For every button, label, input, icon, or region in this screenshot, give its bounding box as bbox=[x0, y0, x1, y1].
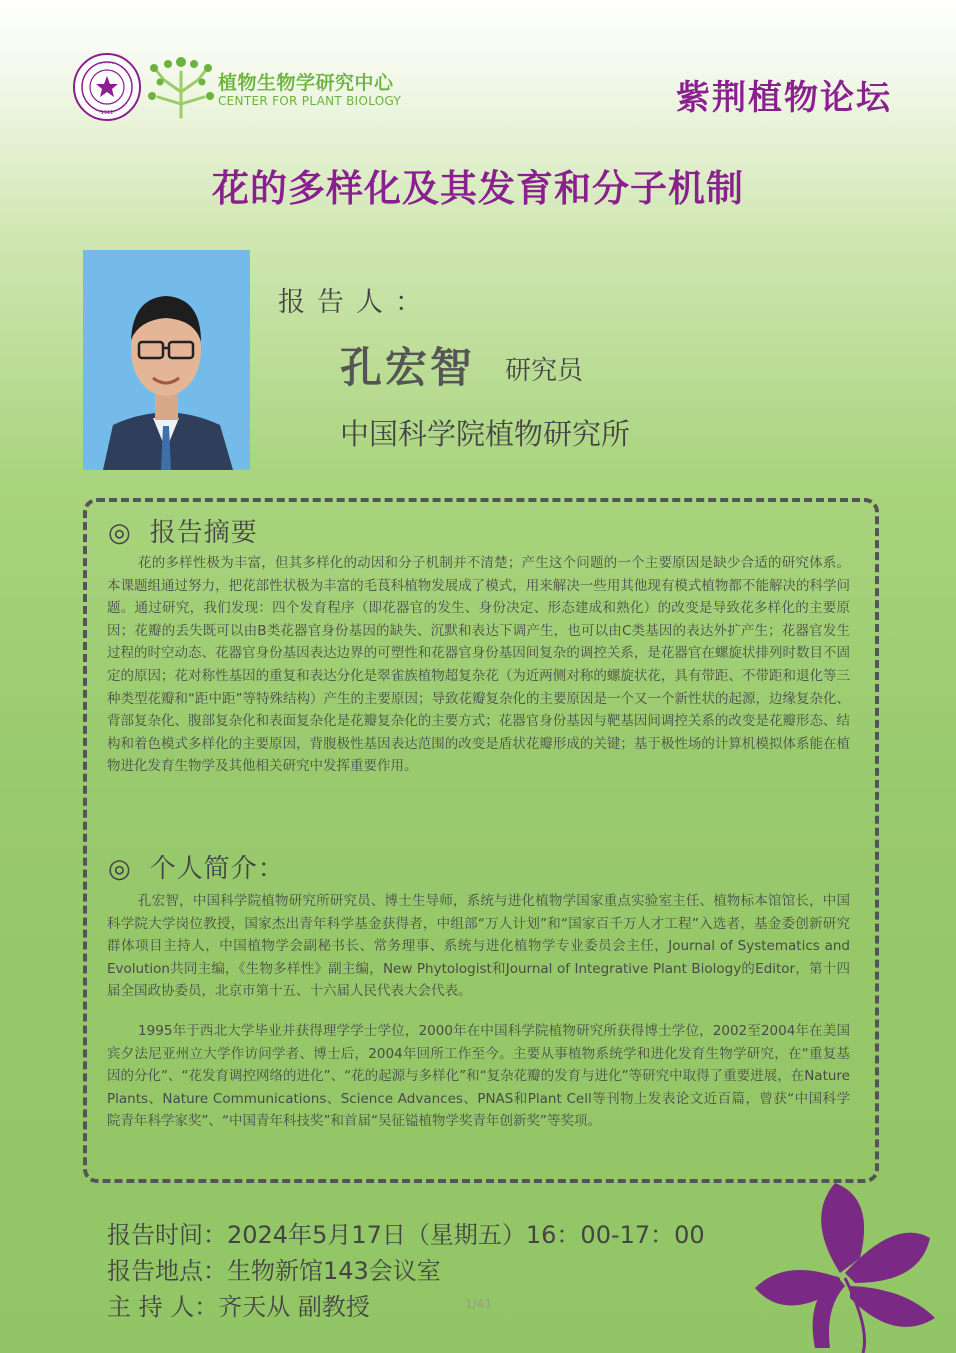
abstract-heading-text: 报告摘要 bbox=[149, 518, 258, 548]
info-host bbox=[107, 1287, 370, 1322]
center-name-cn: 植物生物学研究中心 bbox=[218, 72, 394, 94]
time-value: 2024年5月17日（星期五）16：00-17：00 bbox=[227, 1221, 705, 1249]
abstract-text: 花的多样性极为丰富，但其多样化的动因和分子机制并不清楚；产生这个问题的一个主要原因是缺少合适的研究体系。本课题组通过努力，把花部性状极为丰富的毛茛科植物发展成了模式，用来解决一些用其他现有模式植物都不能解决的科学问题。通过研究，我们发现：四个发育程序（即花器官的发生、身份决定、形态建成和熟化）的改变是导致花多样化的主要原因；花瓣的丢失既可以由B类花器官身份基因的缺失、沉默和表达下调产生，也可以由C类基因的表达外扩产生；花器官发生过程的时空动态、花器官身份基因表达边界的可塑性和花器官身份基因间复杂的调控关系，是花器官在螺旋状排列时数目不固定的原因；花对称性基因的重复和表达分化是翠雀族植物超复杂花（为近两侧对称的螺旋状花，具有带距、不带距和退化等三种类型花瓣和“距中距”等特殊结构）产生的主要原因；导致花瓣复杂化的主要原因是一个又一个新性状的起源，边缘复杂化、背部复杂化、腹部复杂化和表面复杂化是花瓣复杂化的主要方式；花器官身份基因与靶基因间调控关系的改变是花瓣形态、结构和着色模式多样化的主要原因，背腹极性基因表达范围的改变是盾状花瓣形成的关键；基于极性场的计算机模拟体系能在植物进化发育生物学及其他相关研究中发挥重要作用。 bbox=[107, 555, 850, 775]
bauhinia-flower-icon bbox=[745, 1178, 945, 1353]
talk-title: 花的多样化及其发育和分子机制 bbox=[212, 167, 744, 210]
bullseye-icon: ◎ bbox=[108, 854, 132, 884]
speaker-label: 报告人： bbox=[278, 287, 434, 318]
host-value: 齐天从 副教授 bbox=[218, 1293, 370, 1321]
info-place bbox=[107, 1251, 441, 1286]
svg-text:· · · ·: · · · · bbox=[100, 61, 114, 68]
bullseye-icon: ◎ bbox=[108, 518, 132, 548]
place-label: 报告地点： bbox=[107, 1257, 227, 1285]
place-value: 生物新馆143会议室 bbox=[227, 1257, 441, 1285]
info-time bbox=[107, 1215, 705, 1250]
university-seal-icon bbox=[72, 52, 142, 122]
bio-heading bbox=[108, 848, 285, 885]
speaker-affiliation: 中国科学院植物研究所 bbox=[340, 417, 631, 451]
time-label: 报告时间： bbox=[107, 1221, 227, 1249]
page-number: 1/41 bbox=[465, 1297, 492, 1311]
center-name-en: CENTER FOR PLANT BIOLOGY bbox=[218, 94, 402, 108]
bio-paragraph-1: 孔宏智，中国科学院植物研究所研究员、博士生导师，系统与进化植物学国家重点实验室主任、植物标本馆馆长，中国科学院大学岗位教授，国家杰出青年科学基金获得者，中组部“万人计划”和“国家百千万人才工程”入选者，基金委创新研究群体项目主持人，中国植物学会副秘书长、常务理事、系统与进化植物学专业委员会主任，Journal of Systematics and Evolution共同主编，《生物多样性》副主编，New Phytologist和Journal of Integrative Plant Biology的Editor，第十四届全国政协委员，北京市第十五、十六届人民代表大会代表。 bbox=[107, 893, 850, 1000]
svg-text:·1911·: ·1911· bbox=[99, 110, 115, 116]
bio-heading-text: 个人简介： bbox=[149, 854, 285, 884]
host-label: 主 持 人： bbox=[107, 1293, 219, 1321]
speaker-position: 研究员 bbox=[505, 356, 584, 386]
abstract-heading bbox=[108, 512, 258, 549]
speaker-photo bbox=[83, 250, 250, 470]
plant-tree-logo-icon bbox=[146, 52, 216, 122]
forum-title: 紫荆植物论坛 bbox=[676, 78, 892, 118]
speaker-name: 孔宏智 bbox=[340, 343, 476, 392]
bio-paragraph-2: 1995年于西北大学毕业并获得理学学士学位，2000年在中国科学院植物研究所获得博士学位，2002至2004年在美国宾夕法尼亚州立大学作访问学者、博士后，2004年回所工作至今。主要从事植物系统学和进化发育生物学研究，在“重复基因的分化”、“花发育调控网络的进化”、“花的起源与多样化”和“复杂花瓣的发育与进化”等研究中取得了重要进展，在Nature Plants、Nature Communications、Science Advances、PNAS和Plant Cell等刊物上发表论文近百篇，曾获“中国科学院青年科学家奖”、“中国青年科技奖”和首届“吴征镒植物学奖青年创新奖”等奖项。 bbox=[107, 1023, 850, 1130]
